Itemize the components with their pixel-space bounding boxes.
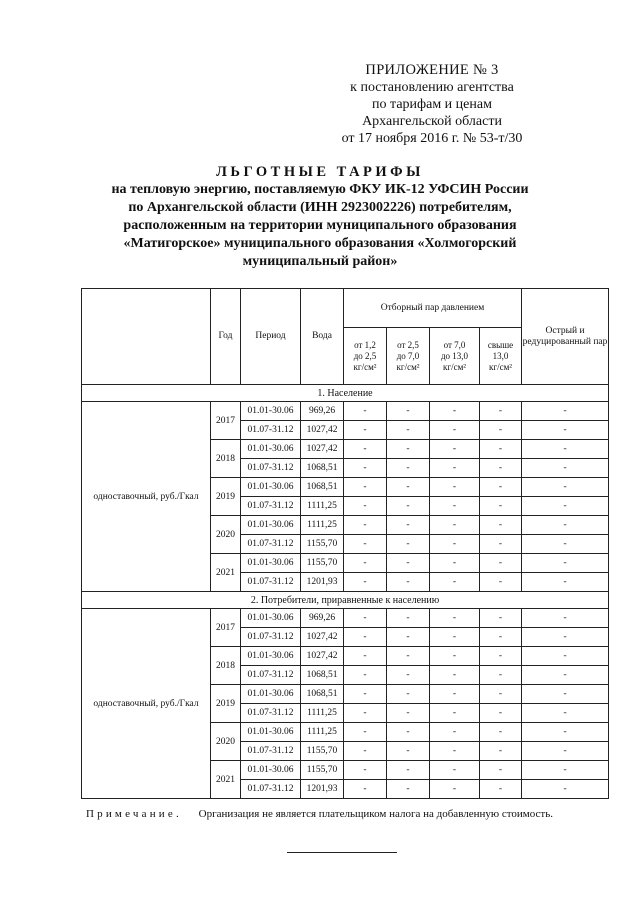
dash-cell: -	[430, 780, 480, 799]
dash-cell: -	[430, 666, 480, 685]
dash-cell: -	[480, 421, 522, 440]
appendix-number: ПРИЛОЖЕНИЕ № 3	[365, 62, 499, 78]
period-cell: 01.01-30.06	[241, 402, 301, 421]
title-line: по Архангельской области (ИНН 2923002226) потребителям,	[128, 200, 512, 215]
dash-cell: -	[430, 554, 480, 573]
dash-cell: -	[480, 742, 522, 761]
dash-cell: -	[480, 628, 522, 647]
water-cell: 1155,70	[301, 761, 344, 780]
dash-cell: -	[480, 478, 522, 497]
dash-cell: -	[387, 780, 430, 799]
dash-cell: -	[522, 554, 609, 573]
dash-cell: -	[522, 628, 609, 647]
period-cell: 01.01-30.06	[241, 609, 301, 628]
dash-cell: -	[344, 609, 387, 628]
dash-cell: -	[480, 516, 522, 535]
dash-cell: -	[522, 497, 609, 516]
period-cell: 01.07-31.12	[241, 704, 301, 723]
dash-cell: -	[480, 497, 522, 516]
period-cell: 01.01-30.06	[241, 554, 301, 573]
water-cell: 1027,42	[301, 440, 344, 459]
dash-cell: -	[344, 421, 387, 440]
water-cell: 1068,51	[301, 685, 344, 704]
dash-cell: -	[430, 421, 480, 440]
header-pressure-3: от 7,0 до 13,0 кг/см²	[430, 328, 480, 385]
dash-cell: -	[387, 535, 430, 554]
dash-cell: -	[480, 723, 522, 742]
water-cell: 969,26	[301, 609, 344, 628]
dash-cell: -	[430, 761, 480, 780]
water-cell: 1201,93	[301, 573, 344, 592]
period-cell: 01.07-31.12	[241, 780, 301, 799]
dash-cell: -	[430, 573, 480, 592]
dash-cell: -	[522, 609, 609, 628]
year-cell: 2017	[211, 402, 241, 440]
dash-cell: -	[387, 402, 430, 421]
period-cell: 01.01-30.06	[241, 761, 301, 780]
dash-cell: -	[480, 609, 522, 628]
document-title	[90, 163, 550, 271]
dash-cell: -	[387, 685, 430, 704]
consumer-cell: одноставочный, руб./Гкал	[82, 402, 211, 592]
dash-cell: -	[480, 704, 522, 723]
dash-cell: -	[344, 402, 387, 421]
dash-cell: -	[522, 704, 609, 723]
period-cell: 01.07-31.12	[241, 535, 301, 554]
note	[86, 808, 553, 820]
dash-cell: -	[344, 780, 387, 799]
dash-cell: -	[387, 666, 430, 685]
dash-cell: -	[430, 516, 480, 535]
dash-cell: -	[344, 647, 387, 666]
appendix-line: к постановлению агентства	[350, 80, 514, 95]
water-cell: 1111,25	[301, 497, 344, 516]
dash-cell: -	[522, 666, 609, 685]
section-row	[82, 385, 609, 402]
year-cell: 2020	[211, 723, 241, 761]
dash-cell: -	[430, 497, 480, 516]
dash-cell: -	[344, 723, 387, 742]
dash-cell: -	[522, 478, 609, 497]
water-cell: 1027,42	[301, 628, 344, 647]
dash-cell: -	[480, 647, 522, 666]
period-cell: 01.01-30.06	[241, 723, 301, 742]
period-cell: 01.01-30.06	[241, 440, 301, 459]
dash-cell: -	[522, 685, 609, 704]
consumer-cell: одноставочный, руб./Гкал	[82, 609, 211, 799]
header-period: Период	[241, 289, 301, 385]
dash-cell: -	[430, 647, 480, 666]
dash-cell: -	[344, 761, 387, 780]
year-cell: 2021	[211, 554, 241, 592]
year-cell: 2019	[211, 478, 241, 516]
dash-cell: -	[480, 761, 522, 780]
dash-cell: -	[480, 535, 522, 554]
note-text: Организация не является плательщиком налога на добавленную стоимость.	[198, 808, 553, 820]
dash-cell: -	[387, 628, 430, 647]
dash-cell: -	[430, 440, 480, 459]
dash-cell: -	[344, 628, 387, 647]
dash-cell: -	[480, 402, 522, 421]
year-cell: 2020	[211, 516, 241, 554]
dash-cell: -	[387, 723, 430, 742]
period-cell: 01.01-30.06	[241, 685, 301, 704]
dash-cell: -	[387, 761, 430, 780]
header-year: Год	[211, 289, 241, 385]
dash-cell: -	[430, 459, 480, 478]
header-pressure-1: от 1,2 до 2,5 кг/см²	[344, 328, 387, 385]
period-cell: 01.07-31.12	[241, 459, 301, 478]
title-line: расположенным на территории муниципального образования	[123, 218, 517, 233]
dash-cell: -	[344, 742, 387, 761]
dash-cell: -	[344, 535, 387, 554]
header-sharp-steam: Острый и редуцированный пар	[522, 289, 609, 385]
appendix-date: от 17 ноября 2016 г. № 53-т/30	[341, 131, 523, 146]
dash-cell: -	[387, 609, 430, 628]
dash-cell: -	[430, 535, 480, 554]
appendix-block	[312, 62, 552, 147]
year-cell: 2021	[211, 761, 241, 799]
dash-cell: -	[387, 573, 430, 592]
section-title: 2. Потребители, приравненные к населению	[82, 592, 609, 609]
period-cell: 01.01-30.06	[241, 647, 301, 666]
dash-cell: -	[387, 647, 430, 666]
water-cell: 1111,25	[301, 704, 344, 723]
header-water: Вода	[301, 289, 344, 385]
dash-cell: -	[522, 761, 609, 780]
dash-cell: -	[430, 685, 480, 704]
section-title: 1. Население	[82, 385, 609, 402]
dash-cell: -	[522, 459, 609, 478]
dash-cell: -	[480, 780, 522, 799]
dash-cell: -	[344, 478, 387, 497]
dash-cell: -	[387, 421, 430, 440]
dash-cell: -	[344, 666, 387, 685]
dash-cell: -	[522, 440, 609, 459]
dash-cell: -	[522, 647, 609, 666]
period-cell: 01.07-31.12	[241, 573, 301, 592]
dash-cell: -	[522, 421, 609, 440]
dash-cell: -	[344, 440, 387, 459]
title-line: «Матигорское» муниципального образования «Холмогорский	[123, 236, 517, 251]
water-cell: 1027,42	[301, 421, 344, 440]
year-cell: 2018	[211, 440, 241, 478]
period-cell: 01.07-31.12	[241, 628, 301, 647]
water-cell: 1155,70	[301, 742, 344, 761]
period-cell: 01.07-31.12	[241, 421, 301, 440]
dash-cell: -	[522, 573, 609, 592]
dash-cell: -	[344, 685, 387, 704]
water-cell: 1155,70	[301, 554, 344, 573]
table-row	[82, 609, 609, 628]
closing-rule	[287, 852, 397, 853]
dash-cell: -	[480, 666, 522, 685]
dash-cell: -	[344, 497, 387, 516]
dash-cell: -	[387, 742, 430, 761]
water-cell: 1155,70	[301, 535, 344, 554]
dash-cell: -	[387, 704, 430, 723]
period-cell: 01.01-30.06	[241, 516, 301, 535]
dash-cell: -	[480, 440, 522, 459]
water-cell: 1068,51	[301, 478, 344, 497]
dash-cell: -	[387, 459, 430, 478]
year-cell: 2017	[211, 609, 241, 647]
dash-cell: -	[344, 516, 387, 535]
dash-cell: -	[430, 742, 480, 761]
dash-cell: -	[480, 459, 522, 478]
water-cell: 1201,93	[301, 780, 344, 799]
dash-cell: -	[344, 704, 387, 723]
dash-cell: -	[430, 609, 480, 628]
year-cell: 2018	[211, 647, 241, 685]
dash-cell: -	[344, 554, 387, 573]
period-cell: 01.07-31.12	[241, 497, 301, 516]
title-line: муниципальный район»	[242, 254, 398, 269]
period-cell: 01.07-31.12	[241, 742, 301, 761]
dash-cell: -	[430, 628, 480, 647]
appendix-line: Архангельской области	[362, 114, 502, 129]
water-cell: 1111,25	[301, 516, 344, 535]
header-pressure-2: от 2,5 до 7,0 кг/см²	[387, 328, 430, 385]
header-pressure-4: свыше 13,0 кг/см²	[480, 328, 522, 385]
dash-cell: -	[480, 573, 522, 592]
dash-cell: -	[387, 440, 430, 459]
water-cell: 1027,42	[301, 647, 344, 666]
water-cell: 1068,51	[301, 459, 344, 478]
dash-cell: -	[430, 704, 480, 723]
tariff-table	[81, 288, 609, 799]
dash-cell: -	[522, 535, 609, 554]
header-steam: Отборный пар давлением	[344, 289, 522, 328]
dash-cell: -	[522, 723, 609, 742]
year-cell: 2019	[211, 685, 241, 723]
dash-cell: -	[522, 742, 609, 761]
dash-cell: -	[344, 573, 387, 592]
dash-cell: -	[430, 478, 480, 497]
dash-cell: -	[430, 402, 480, 421]
water-cell: 1068,51	[301, 666, 344, 685]
period-cell: 01.07-31.12	[241, 666, 301, 685]
dash-cell: -	[480, 685, 522, 704]
dash-cell: -	[522, 516, 609, 535]
dash-cell: -	[387, 497, 430, 516]
tariff-table-body	[82, 385, 609, 799]
dash-cell: -	[387, 516, 430, 535]
dash-cell: -	[522, 780, 609, 799]
appendix-line: по тарифам и ценам	[372, 97, 492, 112]
dash-cell: -	[480, 554, 522, 573]
note-label: Примечание.	[86, 808, 182, 820]
dash-cell: -	[430, 723, 480, 742]
title-main: ЛЬГОТНЫЕ ТАРИФЫ	[216, 164, 424, 180]
water-cell: 969,26	[301, 402, 344, 421]
period-cell: 01.01-30.06	[241, 478, 301, 497]
table-row	[82, 402, 609, 421]
dash-cell: -	[387, 554, 430, 573]
section-row	[82, 592, 609, 609]
dash-cell: -	[344, 459, 387, 478]
dash-cell: -	[387, 478, 430, 497]
header-consumer-blank	[82, 289, 211, 385]
water-cell: 1111,25	[301, 723, 344, 742]
title-line: на тепловую энергию, поставляемую ФКУ ИК-12 УФСИН России	[111, 182, 529, 197]
dash-cell: -	[522, 402, 609, 421]
